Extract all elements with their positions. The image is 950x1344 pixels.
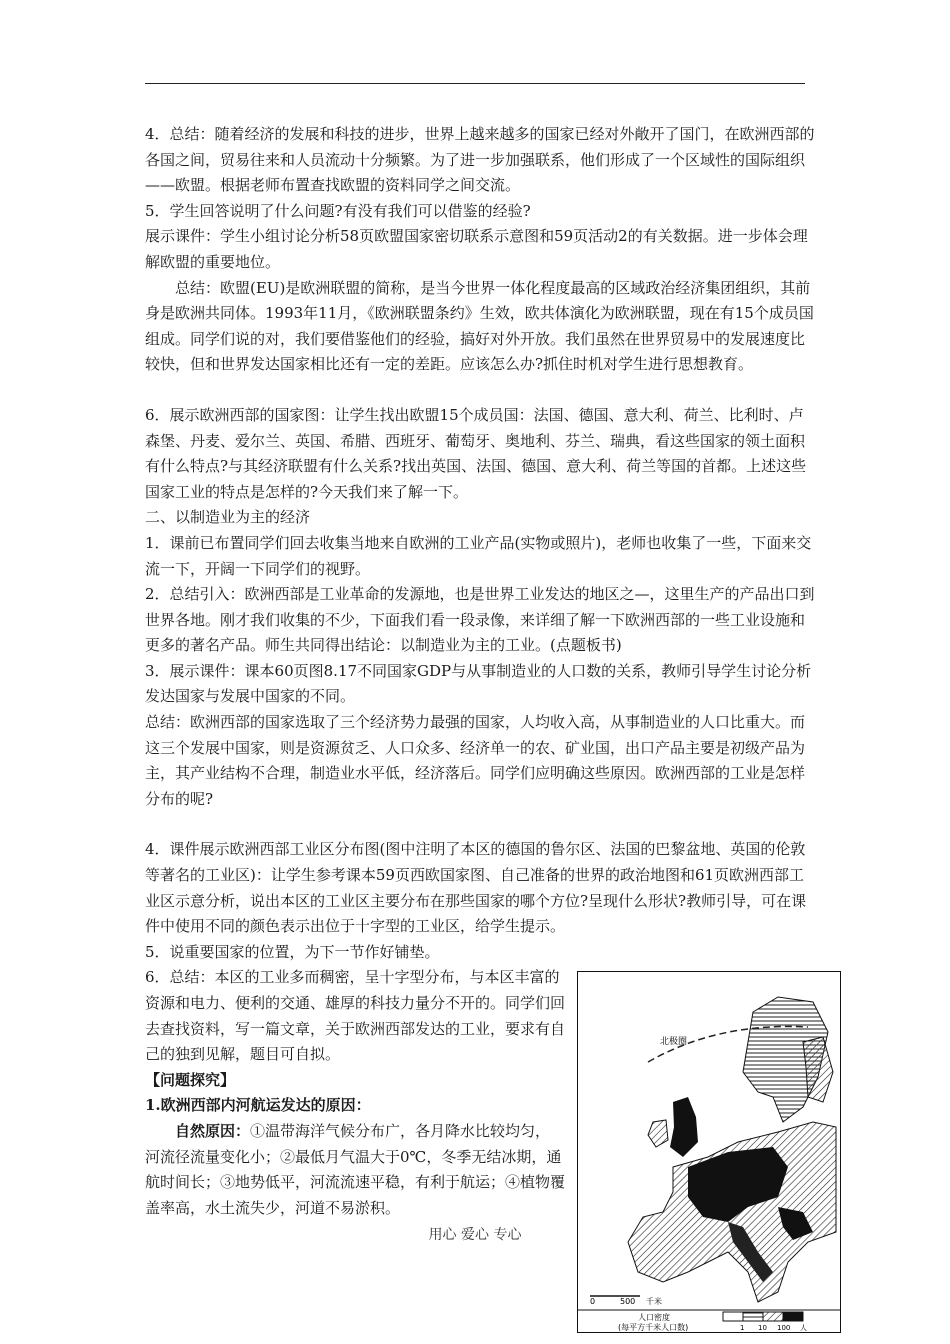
legend-tick-1: 1 <box>740 1324 745 1333</box>
section-item-1: 1．课前已布置同学们回去收集当地来自欧洲的工业产品(实物或照片)，老师也收集了一些，下面来交流一下，开阔一下同学们的视野。 <box>145 533 812 578</box>
natural-reasons-text: ①温带海洋气候分布广，各月降水比较均匀，河流径流量变化小；②最低月气温大于0℃，冬季无结冰期，通航时间长；③地势低平，河流流速平稳，有利于航运；④植物覆盖率高，水土流失少，河道不易淤积。 <box>145 1121 566 1217</box>
arctic-circle-label: 北极圈 <box>660 1037 688 1048</box>
paragraph-4: 4．总结：随着经济的发展和科技的进步，世界上越来越多的国家已经对外敞开了国门，在欧洲西部的各国之间，贸易往来和人员流动十分频繁。为了进一步加强联系，他们形成了一个区域性的国际组织——欧盟。根据老师布置查找欧盟的资料同学之间交流。 <box>145 125 815 195</box>
europe-population-map <box>577 971 841 1333</box>
britain-landmass <box>670 1097 698 1157</box>
finland-landmass <box>803 1037 833 1102</box>
natural-reasons-label: 自然原因： <box>175 1121 251 1140</box>
natural-reasons <box>145 1119 565 1221</box>
summary-eu: 总结：欧盟(EU)是欧洲联盟的简称，是当今世界一体化程度最高的区域政治经济集团组织，其前身是欧洲共同体。1993年11月，《欧洲联盟条约》生效，欧共体演化为欧洲联盟，现在有15个成员国组成。同学们说的对，我们要借鉴他们的经验，搞好对外开放。我们虽然在世界贸易中的发展速度比较快，但和世界发达国家相比还有一定的差距。应该怎么办?抓住时机对学生进行思想教育。 <box>145 278 814 374</box>
header-rule <box>145 83 805 84</box>
paragraph-5: 5．学生回答说明了什么问题?有没有我们可以借鉴的经验? <box>145 201 531 220</box>
paragraph-5b: 展示课件：学生小组讨论分析58页欧盟国家密切联系示意图和59页活动2的有关数据。进一步体会理解欧盟的重要地位。 <box>145 227 808 271</box>
section-item-6: 6．总结：本区的工业多而稠密，呈十字型分布，与本区丰富的资源和电力、便利的交通、雄厚的科技力量分不开的。同学们回去查找资料，写一篇文章，关于欧洲西部发达的工业，要求有自己的独到见解，题目可自拟。 <box>145 968 566 1064</box>
section-heading: 二、以制造业为主的经济 <box>145 508 311 527</box>
ireland-landmass <box>648 1120 668 1147</box>
section-item-2: 2．总结引入：欧洲西部是工业革命的发源地，也是世界工业发达的地区之—，这里生产的产品出口到世界各地。刚才我们收集的不少，下面我们看一段录像，来详细了解一下欧洲西部的一些工业设施和更多的著名产品。师生共同得出结论：以制造业为主的工业。(点题板书) <box>145 585 815 655</box>
question-1: 1.欧洲西部内河航运发达的原因： <box>145 1096 371 1115</box>
legend-tick-2: 10 <box>758 1324 767 1333</box>
page-footer: 用心 爱心 专心 <box>428 1227 522 1243</box>
scale-zero: 0 <box>590 1297 596 1307</box>
paragraph-6: 6．展示欧洲西部的国家图：让学生找出欧盟15个成员国：法国、德国、意大利、荷兰、比利时、卢森堡、丹麦、爱尔兰、英国、希腊、西班牙、葡萄牙、奥地利、芬兰、瑞典，看这些国家的领土面积有什么特点?与其经济联盟有什么关系?找出英国、法国、德国、意大利、荷兰等国的首都。上述这些国家工业的特点是怎样的?今天我们来了解一下。 <box>145 405 807 501</box>
legend-tick-3: 100 <box>777 1324 791 1333</box>
section-item-5: 5．说重要国家的位置，为下一节作好铺垫。 <box>145 942 440 961</box>
scale-value: 500 <box>620 1297 636 1307</box>
inquiry-heading: 【问题探究】 <box>145 1070 236 1089</box>
section-item-3: 3．展示课件：课本60页图8.17不同国家GDP与从事制造业的人口数的关系，教师引导学生讨论分析发达国家与发展中国家的不同。 <box>145 661 812 706</box>
legend-tick-4: 人 <box>800 1324 807 1333</box>
summary-industry: 总结：欧洲西部的国家选取了三个经济势力最强的国家，人均收入高，从事制造业的人口比重大。而这三个发展中国家，则是资源贫乏、人口众多、经济单一的农、矿业国，出口产品主要是初级产品为主，其产业结构不合理，制造业水平低，经济落后。同学们应明确这些原因。欧洲西部的工业是怎样分布的呢? <box>145 713 806 808</box>
legend-title: 人口密度 <box>638 1313 670 1323</box>
legend-subtitle: (每平方千米人口数) <box>618 1323 689 1333</box>
section-item-4: 4．课件展示欧洲西部工业区分布图(图中注明了本区的德国的鲁尔区、法国的巴黎盆地、英国的伦敦等著名的工业区)：让学生参考课本59页西欧国家图、自己准备的世界的政治地图和61页欧洲西部工业区示意分析，说出本区的工业区主要分布在那些国家的哪个方位?呈现什么形状?教师引导，可在课件中使用不同的颜色表示出位于十字型的工业区，给学生提示。 <box>145 840 807 936</box>
scale-unit: 千米 <box>646 1297 662 1307</box>
